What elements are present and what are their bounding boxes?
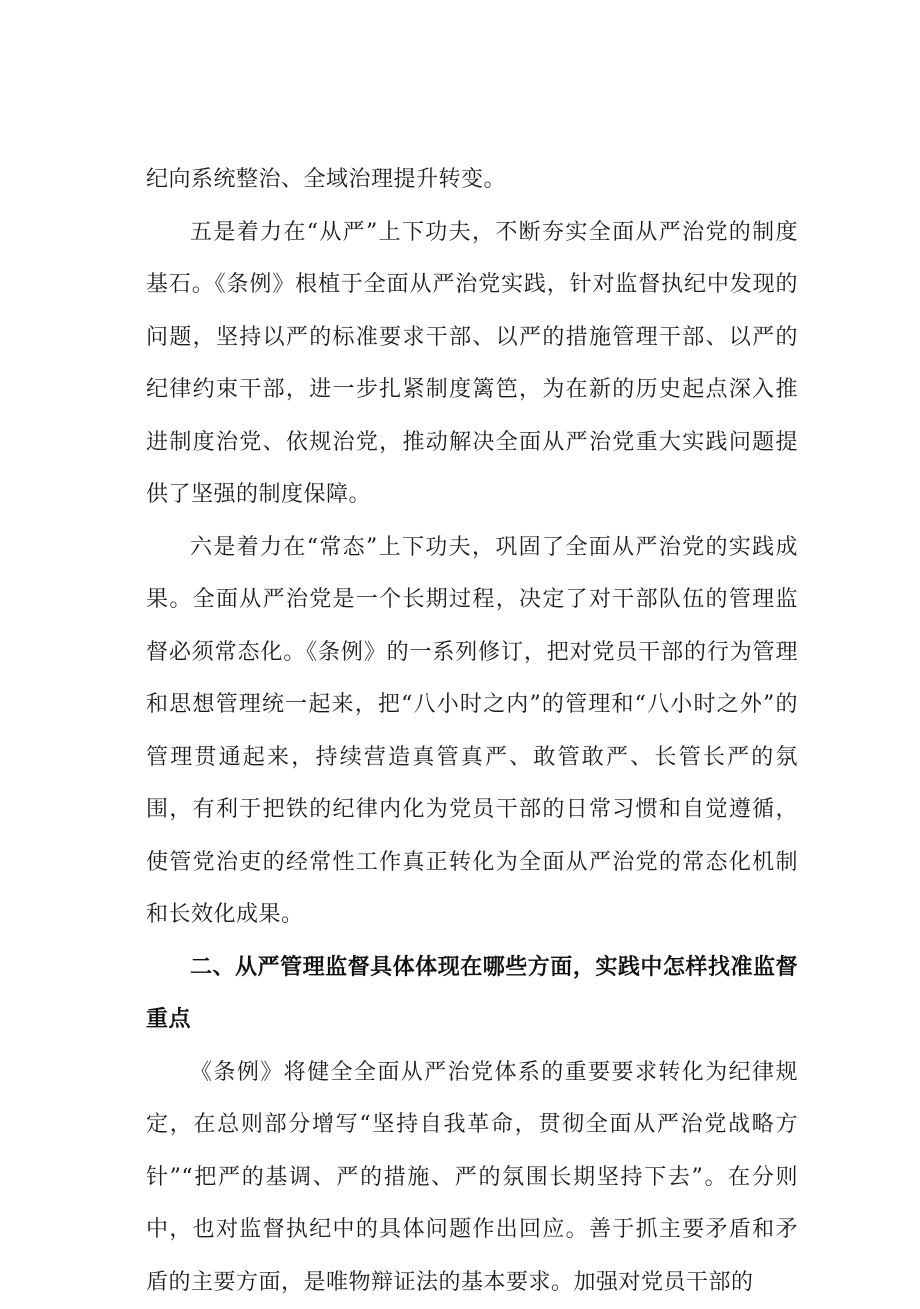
paragraph-point-six: 六是着力在“常态”上下功夫，巩固了全面从严治党的实践成果。全面从严治党是一个长期过程，决定了对干部队伍的管理监督必须常态化。《条例》的一系列修订，把对党员干部的行为管理和思想管理统一起来，把“八小时之内”的管理和“八小时之外”的管理贯通起来，持续营造真管真严、敢管敢严、长管长严的氛围，有利于把铁的纪律内化为党员干部的日常习惯和自觉遵循，使管党治吏的经常性工作真正转化为全面从严治党的常态化机制和长效化成果。 [146,522,798,942]
paragraph-section-two-intro: 《条例》将健全全面从严治党体系的重要要求转化为纪律规定，在总则部分增写“坚持自我革命，贯彻全面从严治党战略方针”“把严的基调、严的措施、严的氛围长期坚持下去”。在分则中，也对监督执纪中的具体问题作出回应。善于抓主要矛盾和矛盾的主要方面，是唯物辩证法的基本要求。加强对党员干部的 [146,1047,798,1309]
document-body [146,154,798,1309]
paragraph-point-five: 五是着力在“从严”上下功夫，不断夯实全面从严治党的制度基石。《条例》根植于全面从严治党实践，针对监督执纪中发现的问题，坚持以严的标准要求干部、以严的措施管理干部、以严的纪律约束干部，进一步扎紧制度篱笆，为在新的历史起点深入推进制度治党、依规治党，推动解决全面从严治党重大实践问题提供了坚强的制度保障。 [146,207,798,522]
paragraph-continuation: 纪向系统整治、全域治理提升转变。 [146,154,798,207]
section-heading: 二、从严管理监督具体体现在哪些方面，实践中怎样找准监督重点 [146,942,798,1047]
